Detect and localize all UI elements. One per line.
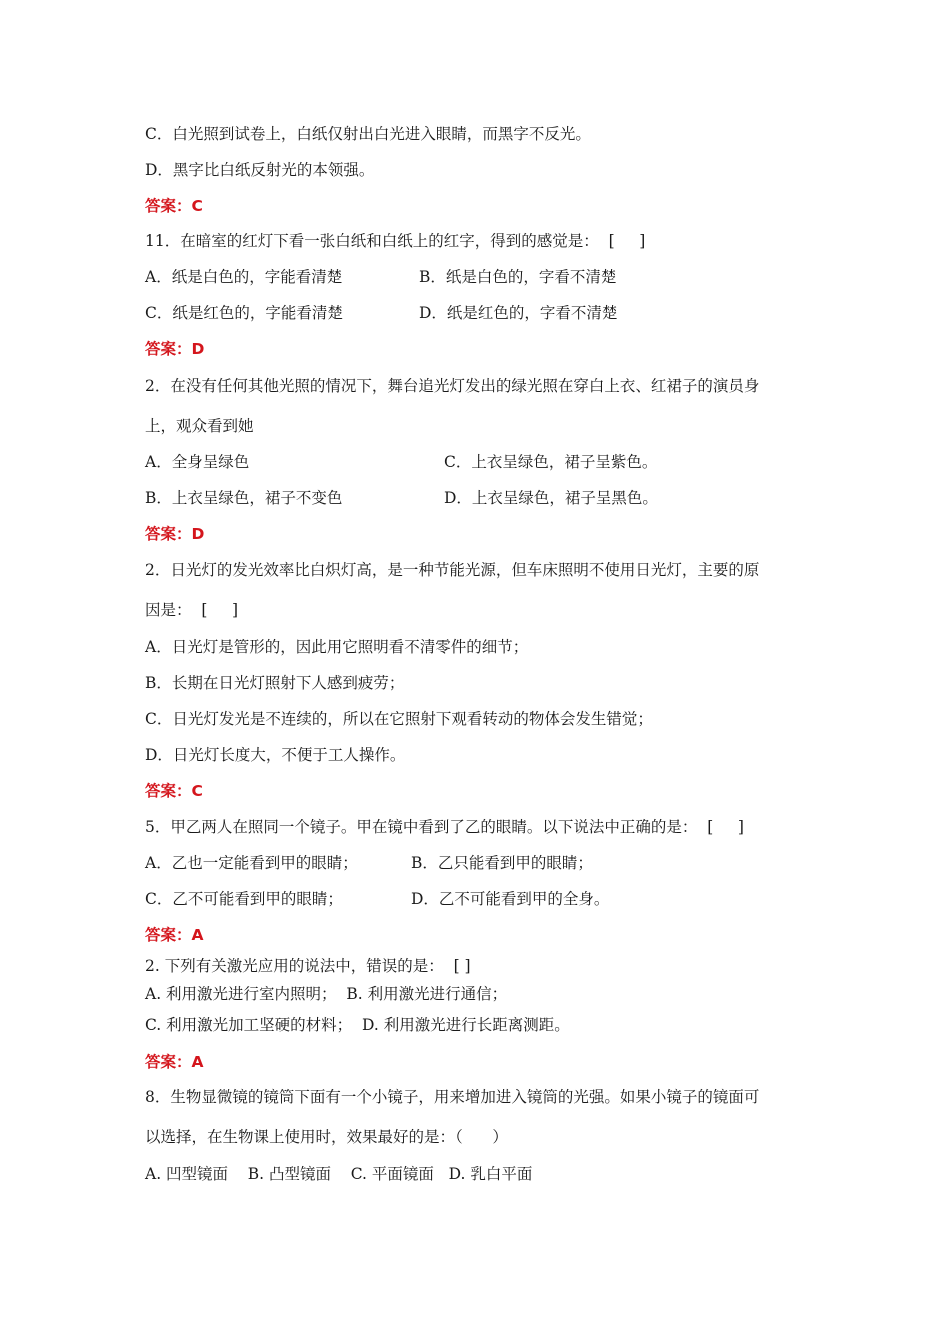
q6-stem-line1: 8．生物显微镜的镜筒下面有一个小镜子，用来增加进入镜筒的光强。如果小镜子的镜面可 [145,1088,760,1106]
q2-option-a: A．全身呈绿色 [145,453,250,471]
q2-option-b: B．上衣呈绿色，裙子不变色 [145,489,343,507]
q3-option-c: C．日光灯发光是不连续的，所以在它照射下观看转动的物体会发生错觉； [145,710,653,728]
q3-option-a: A．日光灯是管形的，因此用它照明看不清零件的细节； [145,638,529,656]
q3-answer: 答案：C [145,782,203,800]
q6-options: A. 凹型镜面 B. 凸型镜面 C. 平面镜面 D. 乳白平面 [145,1165,533,1183]
q2-option-d: D．上衣呈绿色，裙子呈黑色。 [444,489,658,507]
q4-option-b: B．乙只能看到甲的眼睛； [411,854,593,872]
q5-answer: 答案：A [145,1053,204,1071]
q0-option-d: D．黑字比白纸反射光的本领强。 [145,161,375,179]
q1-option-b: B．纸是白色的，字看不清楚 [419,268,617,286]
q2-option-c: C．上衣呈绿色，裙子呈紫色。 [444,453,658,471]
q4-option-a: A．乙也一定能看到甲的眼睛； [145,854,358,872]
q3-stem-line1: 2．日光灯的发光效率比白炽灯高，是一种节能光源，但车床照明不使用日光灯，主要的原 [145,561,760,579]
q3-option-b: B．长期在日光灯照射下人感到疲劳； [145,674,405,692]
q3-option-d: D．日光灯长度大，不便于工人操作。 [145,746,406,764]
q2-answer: 答案：D [145,525,205,543]
q6-stem-line2: 以选择，在生物课上使用时，效果最好的是：（ ） [145,1128,508,1146]
q2-stem-line2: 上，观众看到她 [145,417,254,435]
q5-options-ab: A. 利用激光进行室内照明； B. 利用激光进行通信； [145,985,508,1003]
q1-option-a: A．纸是白色的，字能看清楚 [145,268,343,286]
q2-stem-line1: 2．在没有任何其他光照的情况下，舞台追光灯发出的绿光照在穿白上衣、红裙子的演员身 [145,377,760,395]
q5-stem: 2. 下列有关激光应用的说法中，错误的是： [ ] [145,957,471,975]
q3-stem-line2: 因是： [ ] [145,601,239,619]
q5-options-cd: C. 利用激光加工坚硬的材料； D. 利用激光进行长距离测距。 [145,1016,570,1034]
q4-stem: 5．甲乙两人在照同一个镜子。甲在镜中看到了乙的眼睛。以下说法中正确的是： [ ] [145,818,744,836]
q1-option-d: D．纸是红色的，字看不清楚 [419,304,618,322]
q1-answer: 答案：D [145,340,205,358]
q4-option-c: C．乙不可能看到甲的眼睛； [145,890,343,908]
q0-answer: 答案：C [145,197,203,215]
q4-answer: 答案：A [145,926,204,944]
q0-option-c: C．白光照到试卷上，白纸仅射出白光进入眼睛，而黑字不反光。 [145,125,591,143]
q1-option-c: C．纸是红色的，字能看清楚 [145,304,343,322]
q1-stem: 11．在暗室的红灯下看一张白纸和白纸上的红字，得到的感觉是： [ ] [145,232,646,250]
q4-option-d: D．乙不可能看到甲的全身。 [411,890,610,908]
